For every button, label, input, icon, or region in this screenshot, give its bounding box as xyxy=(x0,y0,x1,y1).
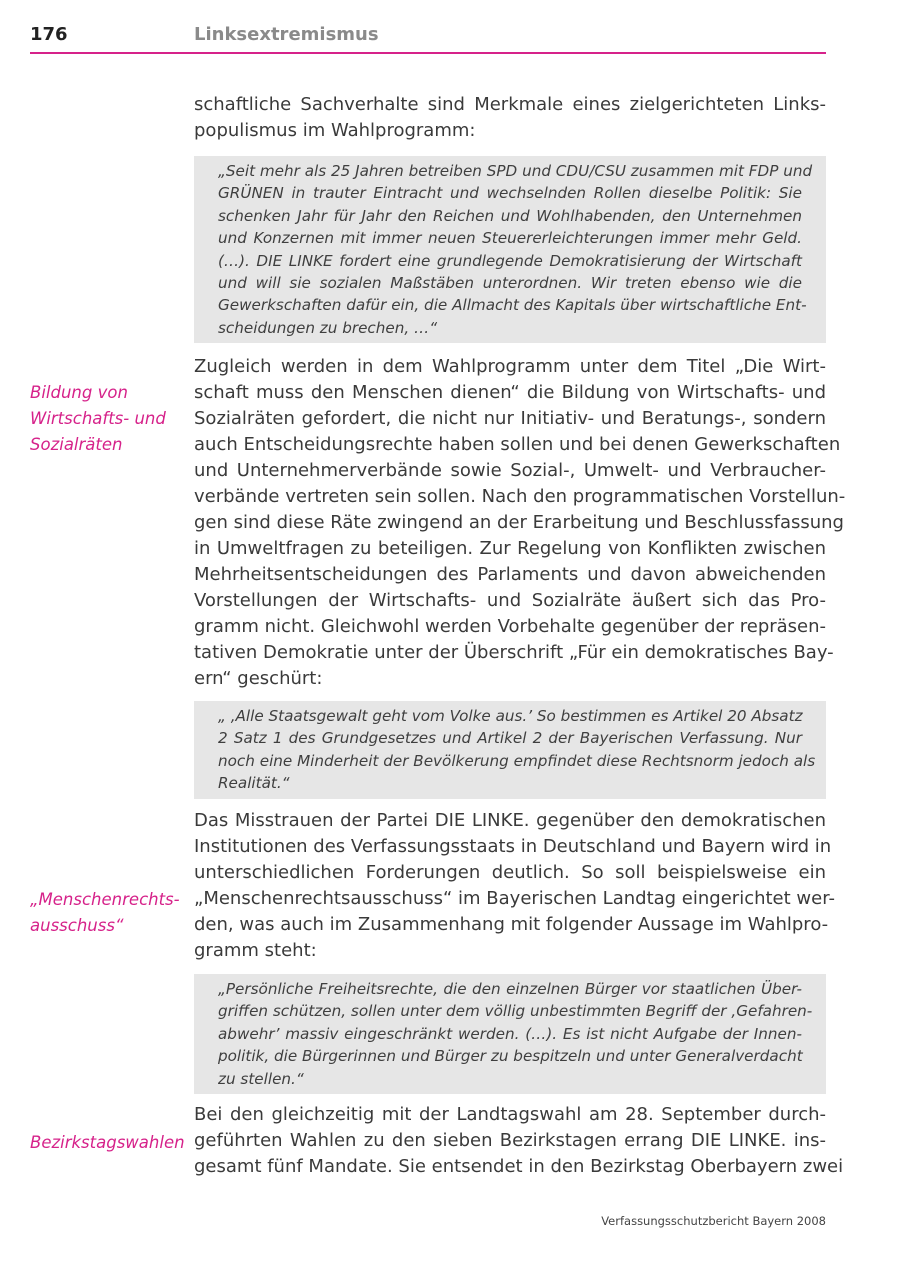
text-line: gen sind diese Räte zwingend an der Erarbeitung und Beschlussfassung xyxy=(194,512,844,533)
text-line: ern“ geschürt: xyxy=(194,668,323,689)
text-line: Vorstellungen der Wirtschafts- und Sozialräte äußert sich das Pro- xyxy=(194,590,826,611)
margin-note-bezirkstagswahlen: Bezirkstagswahlen xyxy=(30,1133,185,1152)
text-line: griffen schützen, sollen unter dem völlig unbestimmten Begriff der ‚Gefahren- xyxy=(218,1002,813,1021)
text-line: und Konzernen mit immer neuen Steuererleichterungen immer mehr Geld. xyxy=(218,229,802,248)
text-line: Institutionen des Verfassungsstaats in Deutschland und Bayern wird in xyxy=(194,836,832,857)
text-line: gesamt fünf Mandate. Sie entsendet in den Bezirkstag Oberbayern zwei xyxy=(194,1156,844,1177)
text-line: „ ‚Alle Staatsgewalt geht vom Volke aus.’ So bestimmen es Artikel 20 Absatz xyxy=(218,707,803,725)
margin-note-wirtschaftsraete: Bildung von Wirtschafts- und Sozialräten xyxy=(30,383,166,454)
text-line: politik, die Bürgerinnen und Bürger zu bespitzeln und unter Generalverdacht xyxy=(218,1047,803,1066)
page-header xyxy=(30,22,826,54)
text-line: und will sie sozialen Maßstäben unterordnen. Wir treten ebenso wie die xyxy=(218,274,802,293)
text-line: Sozialräten gefordert, die nicht nur Initiativ- und Beratungs-, sondern xyxy=(194,408,826,429)
paragraph-2 xyxy=(194,354,846,692)
text-line: gramm steht: xyxy=(194,940,317,961)
text-line: Zugleich werden in dem Wahlprogramm unter dem Titel „Die Wirt- xyxy=(194,356,826,377)
text-line: Gewerkschaften dafür ein, die Allmacht des Kapitals über wirtschaftliche Ent- xyxy=(218,296,807,315)
quote-block-2 xyxy=(194,701,826,799)
text-line: (…). DIE LINKE fordert eine grundlegende Demokratisierung der Wirtschaft xyxy=(218,251,802,270)
text-line: „Menschenrechtsausschuss“ im Bayerischen Landtag eingerichtet wer- xyxy=(194,888,835,909)
text-line: geführten Wahlen zu den sieben Bezirkstagen errang DIE LINKE. ins- xyxy=(194,1130,826,1151)
text-line: den, was auch im Zusammenhang mit folgender Aussage im Wahlpro- xyxy=(194,914,829,935)
text-line: noch eine Minderheit der Bevölkerung empfindet diese Rechtsnorm jedoch als xyxy=(218,751,816,770)
text-line: auch Entscheidungsrechte haben sollen und bei denen Gewerkschaften xyxy=(194,434,841,455)
text-line: tativen Demokratie unter der Überschrift „Für ein demokratisches Bay- xyxy=(194,642,834,663)
text-line: GRÜNEN in trauter Eintracht und wechselnden Rollen dieselbe Politik: Sie xyxy=(218,184,802,203)
text-line: Realität.“ xyxy=(218,774,290,793)
chapter-title: Linksextremismus xyxy=(194,24,379,45)
quote-block-1 xyxy=(194,156,826,343)
margin-note-menschenrechtsausschuss: „Menschenrechts- ausschuss“ xyxy=(30,890,180,935)
text-line: zu stellen.“ xyxy=(218,1069,304,1088)
text-line: schaftliche Sachverhalte sind Merkmale eines zielgerichteten Links- xyxy=(194,94,826,115)
text-line: in Umweltfragen zu beteiligen. Zur Regelung von Konflikten zwischen xyxy=(194,538,826,559)
text-line: „Seit mehr als 25 Jahren betreiben SPD und CDU/CSU zusammen mit FDP und xyxy=(218,162,813,180)
text-line: populismus im Wahlprogramm: xyxy=(194,120,476,141)
page-number: 176 xyxy=(30,24,68,45)
text-line: Bei den gleichzeitig mit der Landtagswahl am 28. September durch- xyxy=(194,1104,826,1125)
text-line: verbände vertreten sein sollen. Nach den programmatischen Vorstellun- xyxy=(194,486,846,507)
text-line: und Unternehmerverbände sowie Sozial-, Umwelt- und Verbraucher- xyxy=(194,460,826,481)
page-footer: Verfassungsschutzbericht Bayern 2008 xyxy=(601,1214,826,1228)
text-line: schaft muss den Menschen dienen“ die Bildung von Wirtschafts- und xyxy=(194,382,826,403)
text-line: abwehr’ massiv eingeschränkt werden. (…). Es ist nicht Aufgabe der Innen- xyxy=(218,1024,802,1043)
text-line: unterschiedlichen Forderungen deutlich. So soll beispielsweise ein xyxy=(194,862,826,883)
text-line: schenken Jahr für Jahr den Reichen und Wohlhabenden, den Unternehmen xyxy=(218,206,802,225)
paragraph-4 xyxy=(194,1102,844,1180)
text-line: gramm nicht. Gleichwohl werden Vorbehalte gegenüber der repräsen- xyxy=(194,616,827,637)
paragraph-1 xyxy=(194,92,826,144)
paragraph-3 xyxy=(194,808,835,964)
text-line: Mehrheitsentscheidungen des Parlaments und davon abweichenden xyxy=(194,564,826,585)
text-line: Das Misstrauen der Partei DIE LINKE. gegenüber den demokratischen xyxy=(194,810,826,831)
text-line: scheidungen zu brechen, …“ xyxy=(218,318,438,337)
quote-block-3 xyxy=(194,974,826,1094)
text-line: 2 Satz 1 des Grundgesetzes und Artikel 2 der Bayerischen Verfassung. Nur xyxy=(218,729,802,748)
text-line: „Persönliche Freiheitsrechte, die den einzelnen Bürger vor staatlichen Über- xyxy=(218,980,802,998)
